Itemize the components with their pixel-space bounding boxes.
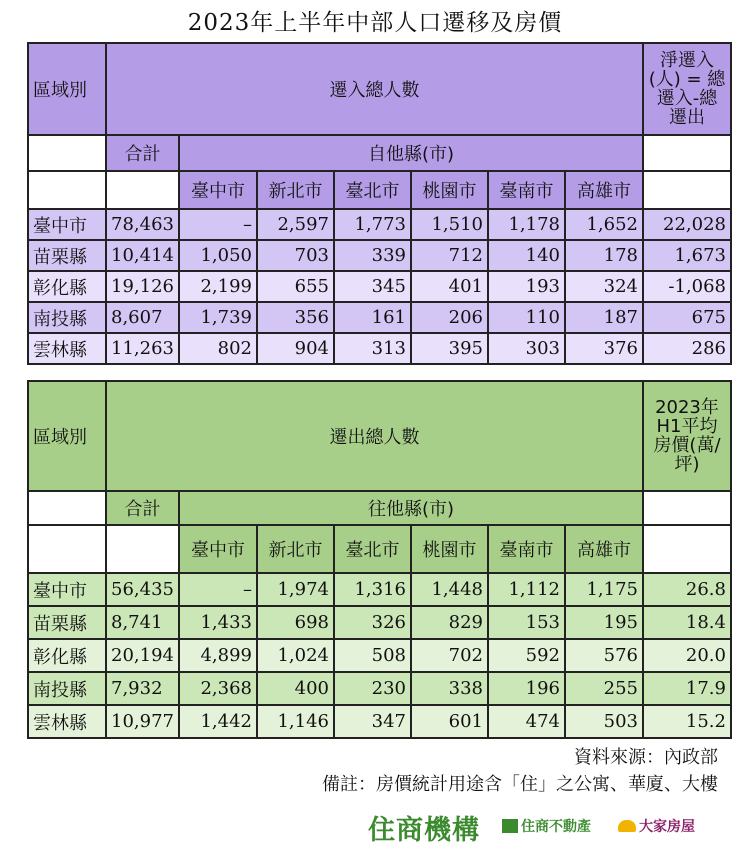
outbound-table [27,380,732,739]
page-title: 2023年上半年中部人口遷移及房價 [187,10,563,36]
table-row [28,333,731,364]
secondary-logo-text: 住商不動產 [521,819,591,835]
value-cell: 802 [179,333,257,364]
value-cell: 400 [257,672,334,705]
column-header: 臺南市 [488,171,565,209]
brand-logo: 住商機構 [368,815,480,846]
value-cell: 324 [565,271,643,302]
region-cell: 苗栗縣 [28,606,106,639]
column-header: 桃園市 [411,171,488,209]
value-cell: 313 [334,333,411,364]
value-cell: 1,050 [179,240,257,271]
logo-bar [368,808,728,846]
table-row [28,271,731,302]
region-cell: 南投縣 [28,302,106,333]
column-header: 臺北市 [334,525,411,573]
value-cell: 401 [411,271,488,302]
value-cell: 1,112 [488,573,565,606]
net-inbound-cell: -1,068 [643,271,731,302]
table-row [28,705,731,738]
house-price-header: 2023年H1平均房價(萬/坪) [643,381,731,491]
region-cell: 臺中市 [28,209,106,240]
value-cell: 161 [334,302,411,333]
value-cell: 230 [334,672,411,705]
table-row [28,606,731,639]
house-price-cell: 26.8 [643,573,731,606]
table-row [28,672,731,705]
value-cell: 338 [411,672,488,705]
house-price-cell: 15.2 [643,705,731,738]
region-cell: 苗栗縣 [28,240,106,271]
tertiary-logo [618,816,695,836]
value-cell: – [179,573,257,606]
table-row [28,639,731,672]
value-cell: 140 [488,240,565,271]
value-cell: 303 [488,333,565,364]
region-header: 區域別 [28,381,106,491]
outbound-main-header: 遷出總人數 [106,381,643,491]
net-inbound-cell: 675 [643,302,731,333]
value-cell: 347 [334,705,411,738]
column-header: 臺南市 [488,525,565,573]
value-cell: 193 [488,271,565,302]
total-cell: 56,435 [106,573,179,606]
value-cell: 1,974 [257,573,334,606]
total-header: 合計 [106,135,179,171]
value-cell: 339 [334,240,411,271]
region-cell: 臺中市 [28,573,106,606]
value-cell: 1,433 [179,606,257,639]
remark-note: 備註：房價統計用途含「住」之公寓、華廈、大樓 [322,774,718,795]
region-cell: 彰化縣 [28,271,106,302]
value-cell: 503 [565,705,643,738]
region-cell: 南投縣 [28,672,106,705]
value-cell: 2,199 [179,271,257,302]
value-cell: 326 [334,606,411,639]
value-cell: 206 [411,302,488,333]
total-cell: 11,263 [106,333,179,364]
total-cell: 10,977 [106,705,179,738]
footnotes [322,744,718,798]
value-cell: 1,510 [411,209,488,240]
column-header: 高雄市 [565,525,643,573]
value-cell: 712 [411,240,488,271]
region-header: 區域別 [28,43,106,135]
region-cell: 雲林縣 [28,333,106,364]
value-cell: 1,175 [565,573,643,606]
table-row [28,240,731,271]
value-cell: 255 [565,672,643,705]
total-cell: 8,607 [106,302,179,333]
source-note: 資料來源：內政部 [574,747,718,768]
net-inbound-cell: 286 [643,333,731,364]
value-cell: – [179,209,257,240]
table-row [28,209,731,240]
value-cell: 904 [257,333,334,364]
house-price-cell: 20.0 [643,639,731,672]
value-cell: 1,448 [411,573,488,606]
value-cell: 376 [565,333,643,364]
region-cell: 雲林縣 [28,705,106,738]
value-cell: 1,739 [179,302,257,333]
house-price-cell: 17.9 [643,672,731,705]
column-header: 臺中市 [179,171,257,209]
value-cell: 110 [488,302,565,333]
value-cell: 345 [334,271,411,302]
net-inbound-cell: 22,028 [643,209,731,240]
total-cell: 19,126 [106,271,179,302]
value-cell: 1,316 [334,573,411,606]
total-cell: 20,194 [106,639,179,672]
value-cell: 395 [411,333,488,364]
value-cell: 4,899 [179,639,257,672]
value-cell: 508 [334,639,411,672]
column-header: 高雄市 [565,171,643,209]
net-inbound-header: 淨遷入(人) = 總遷入-總遷出 [643,43,731,135]
total-cell: 8,741 [106,606,179,639]
table-row [28,573,731,606]
value-cell: 2,597 [257,209,334,240]
value-cell: 698 [257,606,334,639]
house-price-cell: 18.4 [643,606,731,639]
crown-icon [618,820,636,832]
total-cell: 10,414 [106,240,179,271]
table-row [28,302,731,333]
value-cell: 1,652 [565,209,643,240]
total-cell: 7,932 [106,672,179,705]
column-header: 臺北市 [334,171,411,209]
value-cell: 474 [488,705,565,738]
value-cell: 703 [257,240,334,271]
value-cell: 1,773 [334,209,411,240]
tertiary-logo-text: 大家房屋 [639,819,695,835]
total-header: 合計 [106,491,179,525]
value-cell: 1,178 [488,209,565,240]
column-header: 臺中市 [179,525,257,573]
column-header: 新北市 [257,525,334,573]
value-cell: 592 [488,639,565,672]
value-cell: 702 [411,639,488,672]
value-cell: 356 [257,302,334,333]
value-cell: 576 [565,639,643,672]
secondary-logo [502,816,591,836]
region-cell: 彰化縣 [28,639,106,672]
house-icon [502,819,518,833]
value-cell: 187 [565,302,643,333]
inbound-table [27,42,732,365]
value-cell: 178 [565,240,643,271]
value-cell: 1,146 [257,705,334,738]
value-cell: 829 [411,606,488,639]
value-cell: 1,024 [257,639,334,672]
value-cell: 195 [565,606,643,639]
value-cell: 1,442 [179,705,257,738]
from-other-counties-header: 自他縣(市) [179,135,643,171]
column-header: 新北市 [257,171,334,209]
value-cell: 601 [411,705,488,738]
to-other-counties-header: 往他縣(市) [179,491,643,525]
value-cell: 196 [488,672,565,705]
total-cell: 78,463 [106,209,179,240]
value-cell: 655 [257,271,334,302]
column-header: 桃園市 [411,525,488,573]
value-cell: 2,368 [179,672,257,705]
value-cell: 153 [488,606,565,639]
inbound-main-header: 遷入總人數 [106,43,643,135]
net-inbound-cell: 1,673 [643,240,731,271]
